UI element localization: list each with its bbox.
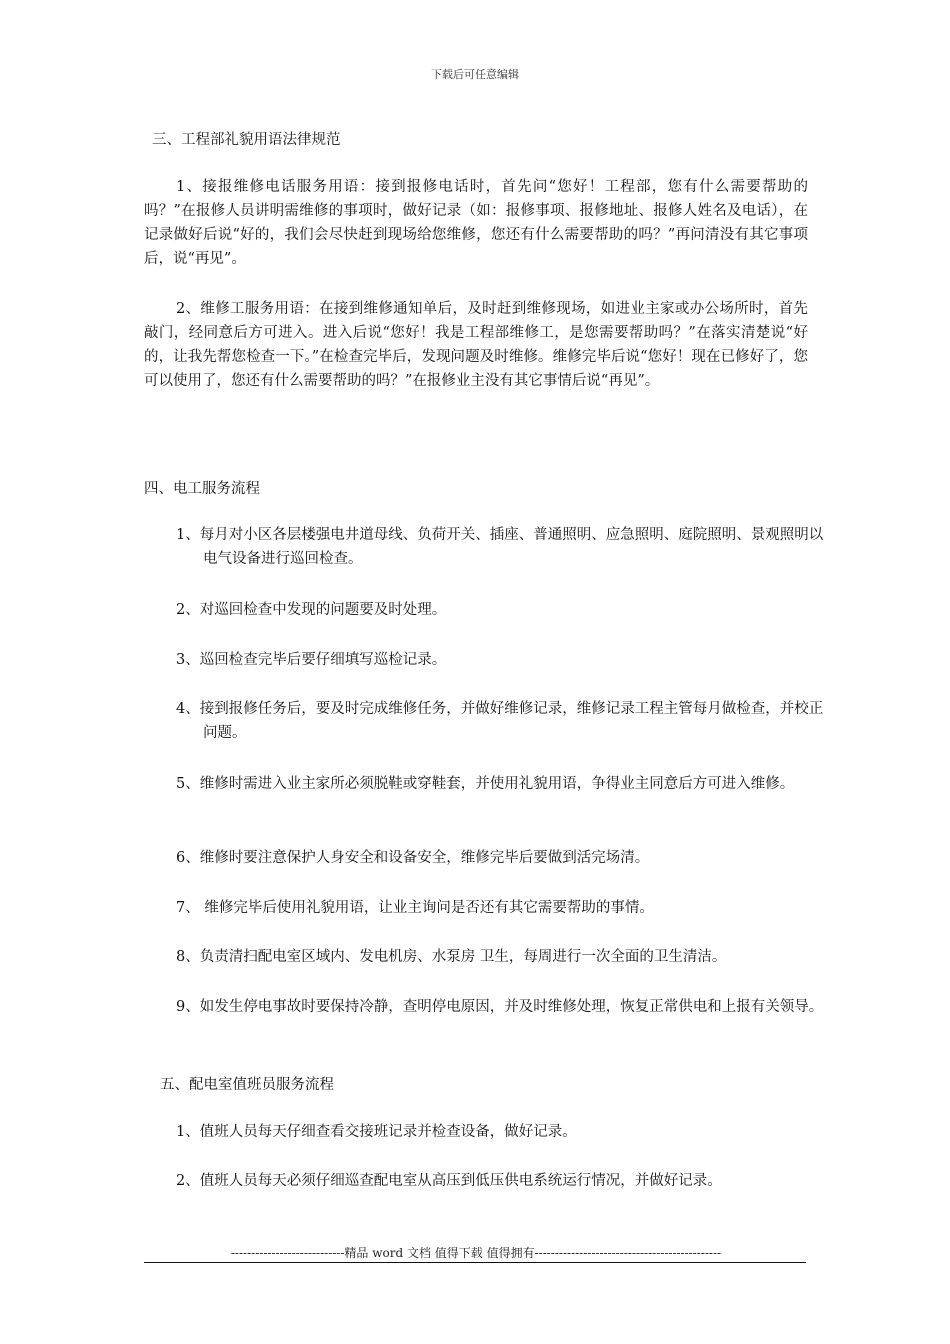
list-item: 9、如发生停电事故时要保持冷静，查明停电原因，并及时维修处理，恢复正常供电和上报有关领导。	[176, 999, 824, 1015]
section-title-3: 三、工程部礼貌用语法律规范	[152, 132, 341, 148]
footer-rule	[144, 1262, 806, 1263]
paragraph-1: 1、接报维修电话服务用语：接到报修电话时，首先问“您好！工程部，您有什么需要帮助的吗？”在报修人员讲明需维修的事项时，做好记录（如：报修事项、报修地址、报修人姓名及电话），在记录做好后说“好的，我们会尽快赶到现场给您维修，您还有什么需要帮助的吗？”再问清没有其它事项后，说“再见”。	[144, 179, 808, 267]
list-item: 6、维修时要注意保护人身安全和设备安全，维修完毕后要做到活完场清。	[176, 850, 650, 866]
list-item: 7、 维修完毕后使用礼貌用语，让业主询问是否还有其它需要帮助的事情。	[176, 900, 654, 916]
list-item: 1、值班人员每天仔细查看交接班记录并检查设备，做好记录。	[176, 1124, 577, 1140]
paragraph-2: 2、维修工服务用语：在接到维修通知单后，及时赶到维修现场，如进业主家或办公场所时，首先敲门，经同意后方可进入。进入后说“您好！我是工程部维修工，是您需要帮助吗？”在落实清楚说“好的，让我先帮您检查一下。”在检查完毕后，发现问题及时维修。维修完毕后说“您好！现在已修好了，您可以使用了，您还有什么需要帮助的吗？”在报修业主没有其它事情后说“再见”。	[144, 301, 808, 389]
section-title-5: 五、配电室值班员服务流程	[160, 1077, 334, 1093]
list-item: 1、每月对小区各层楼强电井道母线、负荷开关、插座、普通照明、应急照明、庭院照明、景观照明以电气设备进行巡回检查。	[176, 527, 824, 567]
list-item: 5、维修时需进入业主家所必须脱鞋或穿鞋套，并使用礼貌用语，争得业主同意后方可进入维修。	[176, 776, 795, 792]
list-item: 4、接到报修任务后，要及时完成维修任务，并做好维修记录，维修记录工程主管每月做检查，并校正问题。	[176, 701, 824, 741]
list-item: 2、对巡回检查中发现的问题要及时处理。	[176, 602, 447, 618]
list-item: 8、负责清扫配电室区域内、发电机房、水泵房 卫生，每周进行一次全面的卫生清洁。	[176, 949, 727, 965]
page-footer: ----------------------------精品 word 文档 值得下载 值得拥有----------------------------------------------	[230, 1246, 722, 1260]
list-item: 2、值班人员每天必须仔细巡查配电室从高压到低压供电系统运行情况，并做好记录。	[176, 1173, 722, 1189]
list-item: 3、巡回检查完毕后要仔细填写巡检记录。	[176, 652, 447, 668]
section-title-4: 四、电工服务流程	[144, 481, 260, 497]
page-header: 下载后可任意编辑	[431, 68, 519, 81]
